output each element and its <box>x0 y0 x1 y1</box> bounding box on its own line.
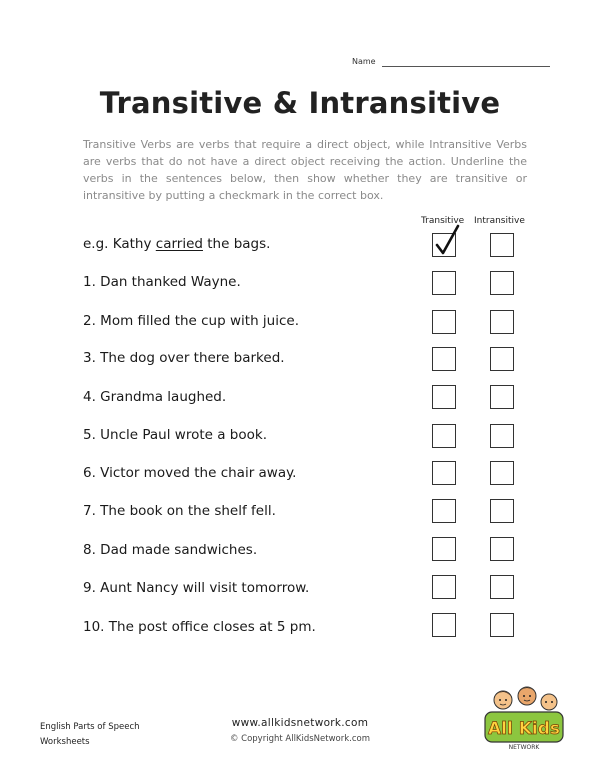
name-field-line[interactable] <box>382 66 550 67</box>
sentence-7: 7. The book on the shelf fell. <box>83 503 276 519</box>
sentence-10: 10. The post office closes at 5 pm. <box>83 619 316 635</box>
sentence-1-transitive-checkbox[interactable] <box>432 271 456 295</box>
page-title: Transitive & Intransitive <box>99 86 501 120</box>
sentence-6-intransitive-checkbox[interactable] <box>490 461 514 485</box>
sentence-3-transitive-checkbox[interactable] <box>432 347 456 371</box>
sentence-1-intransitive-checkbox[interactable] <box>490 271 514 295</box>
allkids-logo-icon <box>483 680 565 752</box>
example-prefix: e.g. Kathy <box>83 236 156 252</box>
sentence-3: 3. The dog over there barked. <box>83 350 285 366</box>
sentence-6: 6. Victor moved the chair away. <box>83 465 297 481</box>
example-transitive-checkbox[interactable] <box>432 233 456 257</box>
sentence-5: 5. Uncle Paul wrote a book. <box>83 427 267 443</box>
footer-url-link[interactable]: www.allkidsnetwork.com <box>231 717 369 729</box>
column-header-intransitive: Intransitive <box>474 216 525 226</box>
example-sentence <box>83 236 270 252</box>
sentence-9-transitive-checkbox[interactable] <box>432 575 456 599</box>
sentence-8: 8. Dad made sandwiches. <box>83 542 258 558</box>
sentence-10-transitive-checkbox[interactable] <box>432 613 456 637</box>
sentence-7-transitive-checkbox[interactable] <box>432 499 456 523</box>
sentence-5-transitive-checkbox[interactable] <box>432 424 456 448</box>
sentence-8-intransitive-checkbox[interactable] <box>490 537 514 561</box>
example-verb: carried <box>155 236 203 252</box>
sentence-9: 9. Aunt Nancy will visit tomorrow. <box>83 580 310 596</box>
sentence-1: 1. Dan thanked Wayne. <box>83 274 241 290</box>
logo-subtext: NETWORK <box>508 744 540 751</box>
example-intransitive-checkbox[interactable] <box>490 233 514 257</box>
sentence-4-transitive-checkbox[interactable] <box>432 385 456 409</box>
sentence-3-intransitive-checkbox[interactable] <box>490 347 514 371</box>
sentence-4-intransitive-checkbox[interactable] <box>490 385 514 409</box>
footer-copyright: © Copyright AllKidsNetwork.com <box>229 734 371 744</box>
footer-category-line2: Worksheets <box>40 737 90 747</box>
footer-category-line1: English Parts of Speech <box>40 722 140 732</box>
sentence-2: 2. Mom filled the cup with juice. <box>83 313 299 329</box>
example-suffix: the bags. <box>202 236 271 252</box>
checkmark-icon <box>434 224 462 258</box>
sentence-7-intransitive-checkbox[interactable] <box>490 499 514 523</box>
logo-wordmark: All Kids <box>487 719 561 739</box>
sentence-4: 4. Grandma laughed. <box>83 389 227 405</box>
sentence-9-intransitive-checkbox[interactable] <box>490 575 514 599</box>
sentence-2-transitive-checkbox[interactable] <box>432 310 456 334</box>
sentence-10-intransitive-checkbox[interactable] <box>490 613 514 637</box>
sentence-2-intransitive-checkbox[interactable] <box>490 310 514 334</box>
instructions-text: Transitive Verbs are verbs that require a direct object, while Intransitive Verbs are verbs that do not have a direct object receiving the action. Underline the verbs in the sentences below, then show whether they are transitive or intransitive by putting a checkmark in the correct box. <box>83 138 527 202</box>
sentence-5-intransitive-checkbox[interactable] <box>490 424 514 448</box>
sentence-6-transitive-checkbox[interactable] <box>432 461 456 485</box>
column-header-transitive: Transitive <box>421 216 465 226</box>
sentence-8-transitive-checkbox[interactable] <box>432 537 456 561</box>
name-label: Name <box>352 57 376 66</box>
